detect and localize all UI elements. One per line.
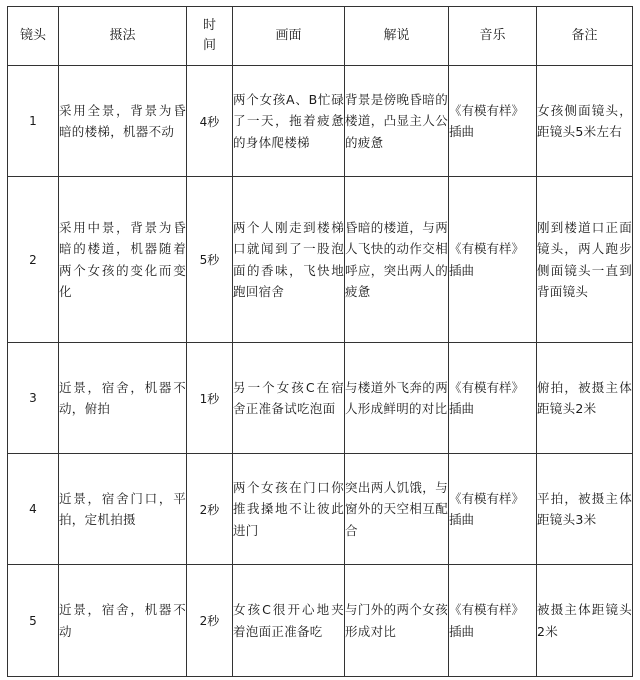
header-time-label: 时间 <box>202 18 216 53</box>
cell-notes: 平拍，被摄主体距镜头3米 <box>537 454 633 565</box>
header-scene: 画面 <box>233 7 345 66</box>
cell-music: 《有模有样》插曲 <box>449 177 537 343</box>
table-row <box>8 565 633 677</box>
cell-narration: 与门外的两个女孩形成对比 <box>345 565 449 677</box>
cell-notes: 俯拍，被摄主体距镜头2米 <box>537 343 633 454</box>
storyboard-table <box>7 6 633 677</box>
cell-time: 2秒 <box>187 454 233 565</box>
header-row <box>8 7 633 66</box>
cell-time: 4秒 <box>187 66 233 177</box>
header-narration: 解说 <box>345 7 449 66</box>
table-row <box>8 177 633 343</box>
table-row <box>8 343 633 454</box>
header-music: 音乐 <box>449 7 537 66</box>
cell-narration: 突出两人饥饿，与窗外的天空相互配合 <box>345 454 449 565</box>
cell-music: 《有模有样》插曲 <box>449 454 537 565</box>
header-time <box>187 7 233 66</box>
cell-time: 2秒 <box>187 565 233 677</box>
cell-method: 近景，宿舍，机器不动 <box>59 565 187 677</box>
cell-music: 《有模有样》插曲 <box>449 343 537 454</box>
cell-narration: 与楼道外飞奔的两人形成鲜明的对比 <box>345 343 449 454</box>
cell-shot: 1 <box>8 66 59 177</box>
cell-shot: 2 <box>8 177 59 343</box>
table-row <box>8 454 633 565</box>
cell-method: 近景，宿舍，机器不动，俯拍 <box>59 343 187 454</box>
cell-notes: 女孩侧面镜头，距镜头5米左右 <box>537 66 633 177</box>
cell-method: 采用中景，背景为昏暗的楼道，机器随着两个女孩的变化而变化 <box>59 177 187 343</box>
cell-music: 《有模有样》插曲 <box>449 565 537 677</box>
cell-scene: 两个女孩在门口你推我搡地不让彼此进门 <box>233 454 345 565</box>
header-method: 摄法 <box>59 7 187 66</box>
cell-shot: 5 <box>8 565 59 677</box>
header-shot: 镜头 <box>8 7 59 66</box>
cell-narration: 昏暗的楼道，与两人飞快的动作交相呼应，突出两人的疲惫 <box>345 177 449 343</box>
cell-notes: 刚到楼道口正面镜头，两人跑步侧面镜头一直到背面镜头 <box>537 177 633 343</box>
table-row <box>8 66 633 177</box>
cell-shot: 4 <box>8 454 59 565</box>
header-notes: 备注 <box>537 7 633 66</box>
cell-scene: 女孩C很开心地夹着泡面正准备吃 <box>233 565 345 677</box>
cell-music: 《有模有样》插曲 <box>449 66 537 177</box>
cell-shot: 3 <box>8 343 59 454</box>
cell-narration: 背景是傍晚昏暗的楼道，凸显主人公的疲惫 <box>345 66 449 177</box>
cell-scene: 两个人刚走到楼梯口就闻到了一股泡面的香味，飞快地跑回宿舍 <box>233 177 345 343</box>
cell-scene: 两个女孩A、B忙碌了一天，拖着疲惫的身体爬楼梯 <box>233 66 345 177</box>
cell-scene: 另一个女孩C在宿舍正准备试吃泡面 <box>233 343 345 454</box>
cell-notes: 被摄主体距镜头2米 <box>537 565 633 677</box>
cell-method: 近景，宿舍门口，平拍，定机拍摄 <box>59 454 187 565</box>
cell-method: 采用全景，背景为昏暗的楼梯，机器不动 <box>59 66 187 177</box>
cell-time: 1秒 <box>187 343 233 454</box>
cell-time: 5秒 <box>187 177 233 343</box>
